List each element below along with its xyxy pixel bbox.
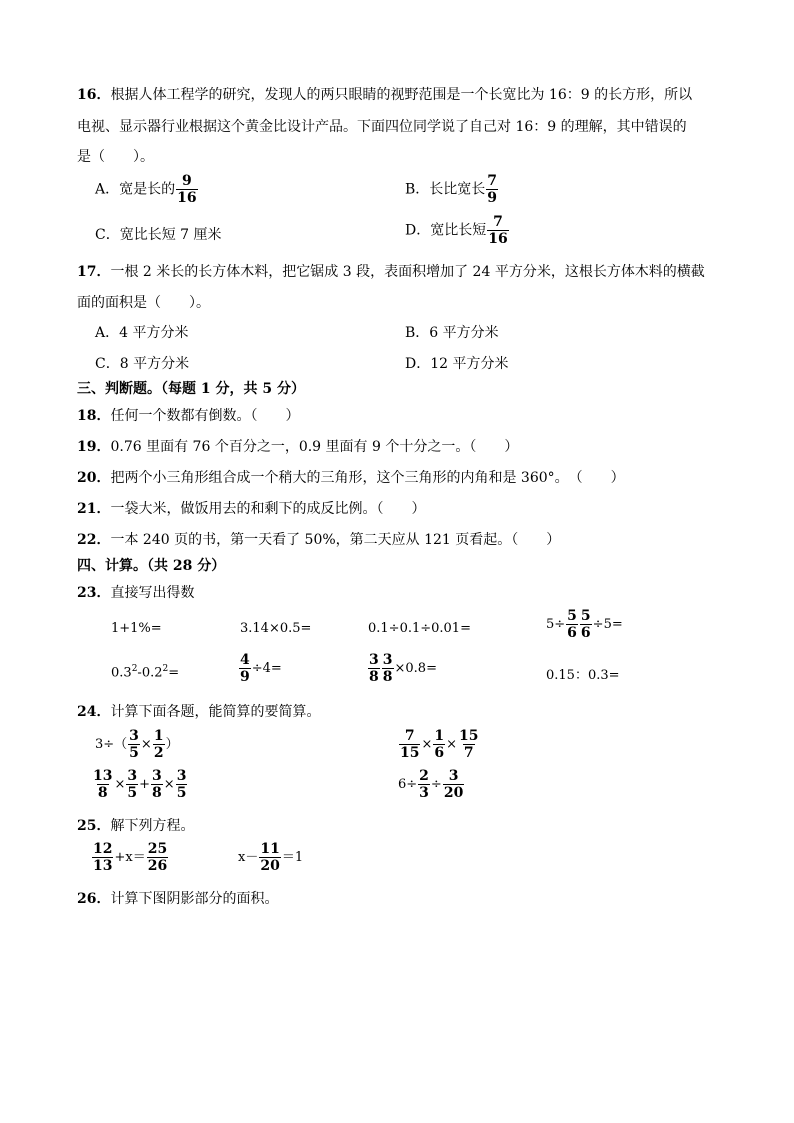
section-heading: 三、判断题。（每题 1 分，共 5 分） — [77, 381, 305, 397]
q16-text: 根据人体工程学的研究，发现人的两只眼睛的视野范围是一个长宽比为 16：9 的长方形，所以 — [110, 87, 693, 103]
q16-line2: 电视、显示器行业根据这个黄金比设计产品。下面四位同学说了自己对 16：9 的理解，其中错误的 — [77, 119, 687, 135]
option-label: D．宽比长短 — [405, 222, 487, 239]
question-number: 17． — [77, 264, 111, 280]
q19-text: 0.76 里面有 76 个百分之一，0.9 里面有 9 个十分之一。（ ） — [110, 439, 519, 455]
q25-equation-1: $\frac{12}{13}$ +x＝ $\frac{25}{26}$ — [93, 841, 168, 874]
q23-expr-2: 3.14×0.5= — [240, 621, 312, 636]
question-number: 22． — [77, 532, 111, 548]
q23-text: 直接写出得数 — [110, 585, 195, 601]
fraction: $\frac{3}{8}$ — [369, 652, 379, 685]
question-number: 24． — [77, 704, 111, 720]
q23-expr-4: 5÷ $\frac{5}{6}$ $\frac{5}{6}$ ÷5= — [546, 608, 623, 641]
fraction: $\frac{11}{20}$ — [260, 841, 280, 874]
q23-expr-5: $0.3^2-0.2^2=$ — [111, 664, 180, 681]
fraction: $\frac{3}{5}$ — [127, 768, 138, 801]
fraction: $\frac{3}{8}$ — [382, 652, 393, 685]
q16-line3: 是（ ）。 — [77, 149, 154, 165]
q26 — [77, 888, 278, 908]
q24 — [77, 701, 320, 721]
fraction: $\frac{13}{8}$ — [93, 768, 113, 801]
q23-expr-6: $\frac{4}{9}$ ÷4= — [240, 652, 282, 685]
q24-problem-1: 3÷（ $\frac{3}{5}$ × $\frac{1}{2}$ ） — [95, 728, 179, 761]
fraction: $\frac{3}{20}$ — [443, 768, 464, 801]
q17-option-b[interactable]: B．6 平方分米 — [405, 325, 499, 341]
q20-text: 把两个小三角形组合成一个稍大的三角形，这个三角形的内角和是 360°。 （ ） — [110, 470, 625, 486]
q23-expr-7: $\frac{3}{8}$ $\frac{3}{8}$ ×0.8= — [369, 652, 437, 685]
q25-text: 解下列方程。 — [110, 818, 195, 834]
q17-option-c[interactable]: C．8 平方分米 — [95, 356, 190, 372]
fraction: $\frac{5}{6}$ — [580, 608, 591, 641]
question-number: 26． — [77, 891, 111, 907]
section-heading: 四、计算。（共 28 分） — [77, 558, 226, 574]
q24-problem-4: 6÷ $\frac{2}{3}$ ÷ $\frac{3}{20}$ — [398, 768, 464, 801]
q17-option-d[interactable]: D．12 平方分米 — [405, 356, 509, 372]
q26-text: 计算下图阴影部分的面积。 — [110, 891, 279, 907]
q25-equation-2: x－ $\frac{11}{20}$ ＝1 — [238, 841, 304, 874]
q23-expr-3: 0.1÷0.1÷0.01= — [368, 621, 471, 636]
question-number: 21． — [77, 501, 111, 517]
q25 — [77, 815, 194, 835]
fraction: $\frac{3}{8}$ — [152, 768, 162, 801]
fraction: $\frac{7}{9}$ — [487, 173, 498, 206]
fraction: $\frac{2}{3}$ — [419, 768, 429, 801]
fraction: $\frac{1}{6}$ — [434, 728, 445, 761]
q16-option-a[interactable] — [95, 174, 199, 205]
question-number: 25． — [77, 818, 111, 834]
q24-problem-2: $\frac{7}{15}$ × $\frac{1}{6}$ × $\frac{15}{7}$ — [400, 728, 479, 761]
q21 — [77, 498, 425, 518]
question-number: 19． — [77, 439, 111, 455]
q17-line1 — [77, 261, 705, 281]
q16-line1 — [77, 84, 692, 104]
fraction: $\frac{12}{13}$ — [93, 841, 113, 874]
fraction: $\frac{15}{7}$ — [459, 728, 479, 761]
fraction: $\frac{1}{2}$ — [153, 728, 164, 761]
q21-text: 一袋大米，做饭用去的和剩下的成反比例。（ ） — [110, 501, 426, 517]
option-label: A．宽是长的 — [95, 181, 176, 198]
fraction: $\frac{3}{5}$ — [176, 768, 187, 801]
fraction: $\frac{4}{9}$ — [240, 652, 250, 685]
fraction: $\frac{7}{15}$ — [400, 728, 420, 761]
fraction: $\frac{3}{5}$ — [129, 728, 139, 761]
q19 — [77, 436, 518, 456]
q24-text: 计算下面各题，能简算的要简算。 — [110, 704, 321, 720]
fraction: $\frac{5}{6}$ — [567, 608, 577, 641]
q20 — [77, 467, 625, 487]
option-label: B．长比宽长 — [405, 181, 486, 198]
q17-option-a[interactable]: A．4 平方分米 — [95, 325, 189, 341]
q16-option-d[interactable] — [405, 215, 510, 246]
question-number: 16． — [77, 87, 111, 103]
question-number: 23． — [77, 585, 111, 601]
q18 — [77, 405, 299, 425]
fraction: $\frac{9}{16}$ — [177, 173, 197, 206]
q22-text: 一本 240 页的书，第一天看了 50%，第二天应从 121 页看起。（ ） — [110, 532, 561, 548]
q18-text: 任何一个数都有倒数。（ ） — [110, 408, 300, 424]
q16-option-c[interactable]: C．宽比长短 7 厘米 — [95, 227, 222, 243]
fraction: $\frac{7}{16}$ — [488, 214, 508, 247]
q24-problem-3: $\frac{13}{8}$ × $\frac{3}{5}$ + $\frac{3}{8}$ × $\frac{3}{5}$ — [93, 768, 187, 801]
q23 — [77, 582, 194, 602]
q22 — [77, 529, 560, 549]
q23-expr-1: 1+1%= — [111, 621, 162, 636]
q17-text: 一根 2 米长的长方体木料，把它锯成 3 段，表面积增加了 24 平方分米，这根长方体木料的横截 — [110, 264, 705, 280]
question-number: 18． — [77, 408, 111, 424]
q23-expr-8: 0.15：0.3= — [546, 668, 620, 683]
q17-line2: 面的面积是（ ）。 — [77, 295, 210, 311]
question-number: 20． — [77, 470, 111, 486]
q16-option-b[interactable] — [405, 174, 499, 205]
fraction: $\frac{25}{26}$ — [147, 841, 168, 874]
